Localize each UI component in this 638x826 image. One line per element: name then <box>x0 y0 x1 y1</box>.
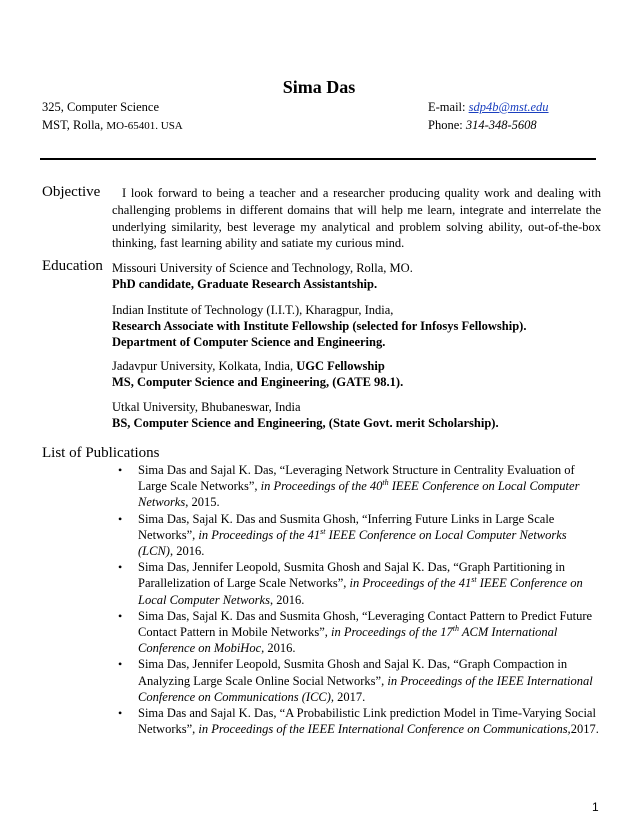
address-line-1: 325, Computer Science <box>42 100 159 114</box>
education-heading: Education <box>42 258 103 274</box>
publications-heading: List of Publications <box>42 445 160 461</box>
bullet: • <box>118 608 123 623</box>
address-city: MST, Rolla, <box>42 118 107 132</box>
bullet: • <box>118 560 123 575</box>
education-department: Department of Computer Science and Engineering. <box>112 335 386 349</box>
bullet: • <box>118 657 123 672</box>
education-entry-1 <box>112 260 602 292</box>
address-zip: MO-65401. USA <box>106 120 183 132</box>
phone-value: 314-348-5608 <box>465 118 537 132</box>
header-divider <box>40 158 596 160</box>
email-label: E-mail: <box>428 100 469 114</box>
bullet: • <box>118 511 123 526</box>
publication-item: • Sima Das, Sajal K. Das and Susmita Ghosh, “Inferring Future Links in Large Scale Networks”, in Proceedings of the 41st IEEE Conference on Local Computer Networks (LCN), 2016. <box>118 511 567 559</box>
education-entry-2 <box>112 302 602 350</box>
education-school: Missouri University of Science and Technology, Rolla, MO. <box>112 261 413 275</box>
education-school: Jadavpur University, Kolkata, India, UGC Fellowship <box>112 359 385 373</box>
objective-text: I look forward to being a teacher and a researcher producing quality work and dealing with challenging problems in different domains that will help me learn, integrate and interrelate the underlying similarity, best leverage my analytical and problem solving ability, out-of-the-box thinking, fast learning ability and satiate my curious mind. <box>112 186 601 251</box>
education-degree: PhD candidate, Graduate Research Assistantship. <box>112 277 378 291</box>
email-link[interactable]: sdp4b@mst.edu <box>468 100 549 114</box>
education-degree: BS, Computer Science and Engineering, (State Govt. merit Scholarship). <box>112 416 499 430</box>
bullet: • <box>118 706 123 721</box>
education-degree: Research Associate with Institute Fellowship (selected for Infosys Fellowship). <box>112 319 527 333</box>
email-line <box>428 98 549 116</box>
phone-line <box>428 116 549 134</box>
page-number: 1 <box>592 800 599 814</box>
publication-item: • Sima Das and Sajal K. Das, “Leveraging Network Structure in Centrality Evaluation of Large Scale Networks”, in Proceedings of the 40th IEEE Conference on Local Computer Networks, 2015. <box>118 463 580 510</box>
contact-block <box>428 98 549 134</box>
education-entry-3 <box>112 358 602 390</box>
phone-label: Phone: <box>428 118 466 132</box>
objective-heading: Objective <box>42 184 101 200</box>
education-degree: MS, Computer Science and Engineering, (GATE 98.1). <box>112 375 404 389</box>
publication-item: • Sima Das, Jennifer Leopold, Susmita Ghosh and Sajal K. Das, “Graph Compaction in Analyzing Large Scale Online Social Networks”, in Proceedings of the IEEE International Conference on Communications (ICC), 2017. <box>118 657 593 704</box>
address-line-2 <box>42 116 183 135</box>
publication-list <box>112 462 602 737</box>
bullet: • <box>118 463 123 477</box>
education-school: Utkal University, Bhubaneswar, India <box>112 400 301 414</box>
education-fellowship: UGC Fellowship <box>296 359 385 373</box>
education-school: Indian Institute of Technology (I.I.T.), Kharagpur, India, <box>112 303 394 317</box>
publication-item: • Sima Das, Jennifer Leopold, Susmita Ghosh and Sajal K. Das, “Graph Partitioning in Parallelization of Large Scale Networks”, in Proceedings of the 41st IEEE Conference on Local Computer Networks, 2016. <box>118 560 583 607</box>
publication-item: • Sima Das and Sajal K. Das, “A Probabilistic Link prediction Model in Time-Varying Social Networks”, in Proceedings of the IEEE International Conference on Communications,2017. <box>118 706 599 737</box>
address-block <box>42 98 183 135</box>
resume-name: Sima Das <box>282 77 356 97</box>
publication-item: • Sima Das, Sajal K. Das and Susmita Ghosh, “Leveraging Contact Pattern to Predict Future Contact Pattern in Mobile Networks”, in Proceedings of the 17th ACM International Conference on MobiHoc, 2016. <box>118 608 593 656</box>
education-entry-4 <box>112 399 602 431</box>
